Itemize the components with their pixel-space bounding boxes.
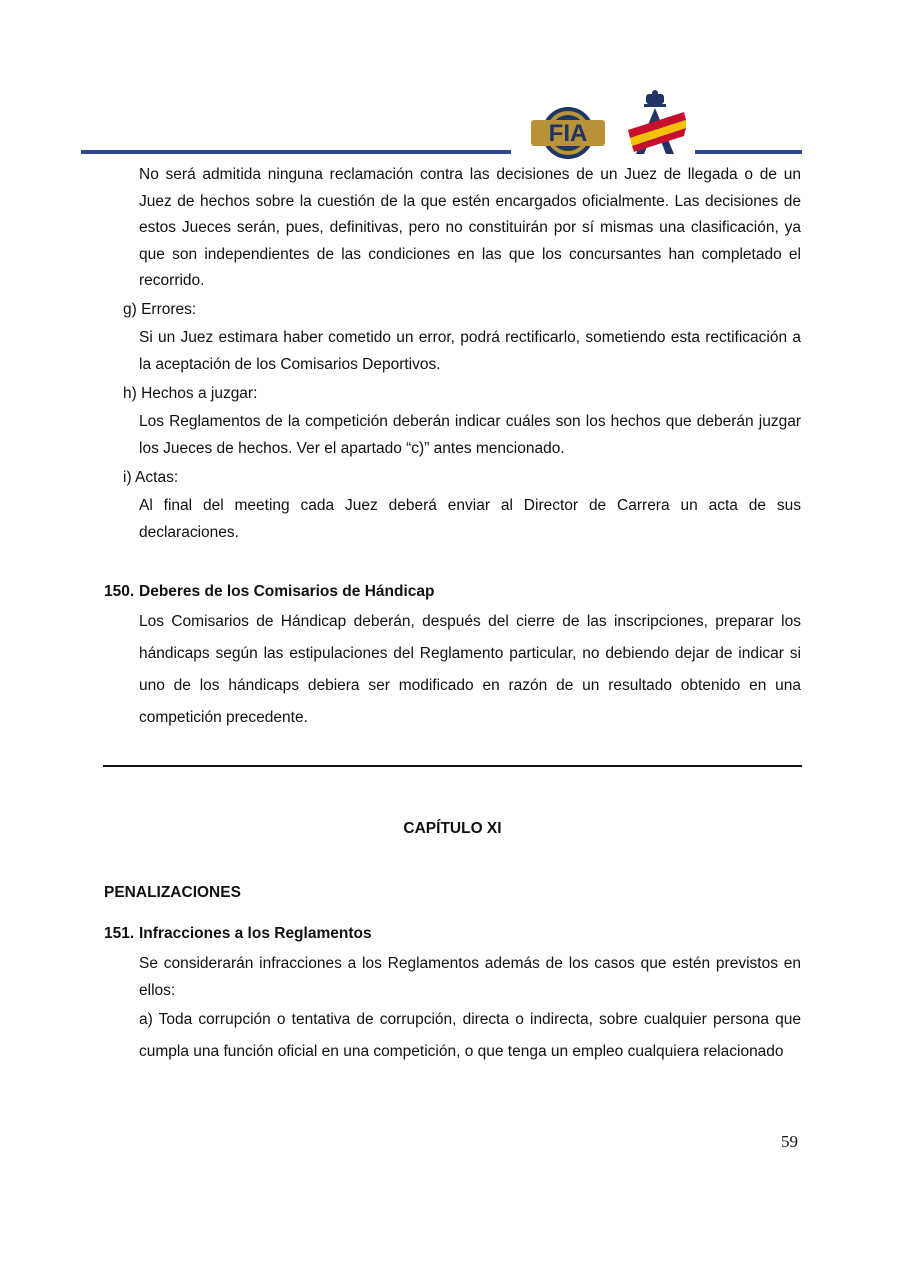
part-title: PENALIZACIONES bbox=[104, 884, 241, 901]
article-150-heading bbox=[104, 582, 434, 602]
article-150-number: 150. bbox=[104, 583, 135, 600]
article-151-heading bbox=[104, 924, 372, 944]
item-g-text: Si un Juez estimara haber cometido un error, podrá rectificarlo, sometiendo esta rectificación a la aceptación de los Comisarios Deportivos. bbox=[139, 329, 801, 373]
fia-logo-text: FIA bbox=[548, 120, 588, 147]
article-151-title: Infracciones a los Reglamentos bbox=[139, 925, 372, 942]
article-150-title: Deberes de los Comisarios de Hándicap bbox=[139, 583, 435, 600]
article-151-item-a: a) Toda corrupción o tentativa de corrupción, directa o indirecta, sobre cualquier persona que cumpla una función oficial en una competición, o que tenga un empleo cualquiera relacionado bbox=[139, 1011, 801, 1060]
article-151-intro: Se considerarán infracciones a los Reglamentos además de los casos que estén previstos en ellos: bbox=[139, 955, 801, 999]
header-rule-left bbox=[81, 150, 511, 154]
article-150-text: Los Comisarios de Hándicap deberán, después del cierre de las inscripciones, preparar los hándicaps según las estipulaciones del Reglamento particular, no debiendo dejar de indicar si uno de los hándicaps debiera ser modificado en razón de un resultado obtenido en una competición precedente. bbox=[139, 613, 801, 726]
page-number: 59 bbox=[781, 1132, 798, 1151]
item-i-label: i) Actas: bbox=[123, 469, 179, 486]
item-i-text: Al final del meeting cada Juez deberá enviar al Director de Carrera un acta de sus declaraciones. bbox=[139, 497, 801, 541]
header-rule-right bbox=[695, 150, 802, 154]
item-g-label: g) Errores: bbox=[123, 301, 197, 318]
item-h-text: Los Reglamentos de la competición deberán indicar cuáles son los hechos que deberán juzgar los Jueces de hechos. Ver el apartado “c)” antes mencionado. bbox=[139, 413, 801, 457]
chapter-title: CAPÍTULO XI bbox=[403, 820, 502, 837]
item-h-label: h) Hechos a juzgar: bbox=[123, 385, 258, 402]
article-151-number: 151. bbox=[104, 925, 135, 942]
fia-logo bbox=[528, 106, 608, 160]
judges-paragraph: No será admitida ninguna reclamación contra las decisiones de un Juez de llegada o de un Juez de hechos sobre la cuestión de la que estén encargados oficialmente. Las decisiones de estos Jueces serán, pues, definitivas, pero no constituirán por sí mismas una clasificación, ya que son independientes de las condiciones en las que los concursantes han completado el recorrido. bbox=[139, 166, 801, 289]
rfeda-logo bbox=[626, 90, 688, 156]
section-divider bbox=[103, 765, 802, 767]
